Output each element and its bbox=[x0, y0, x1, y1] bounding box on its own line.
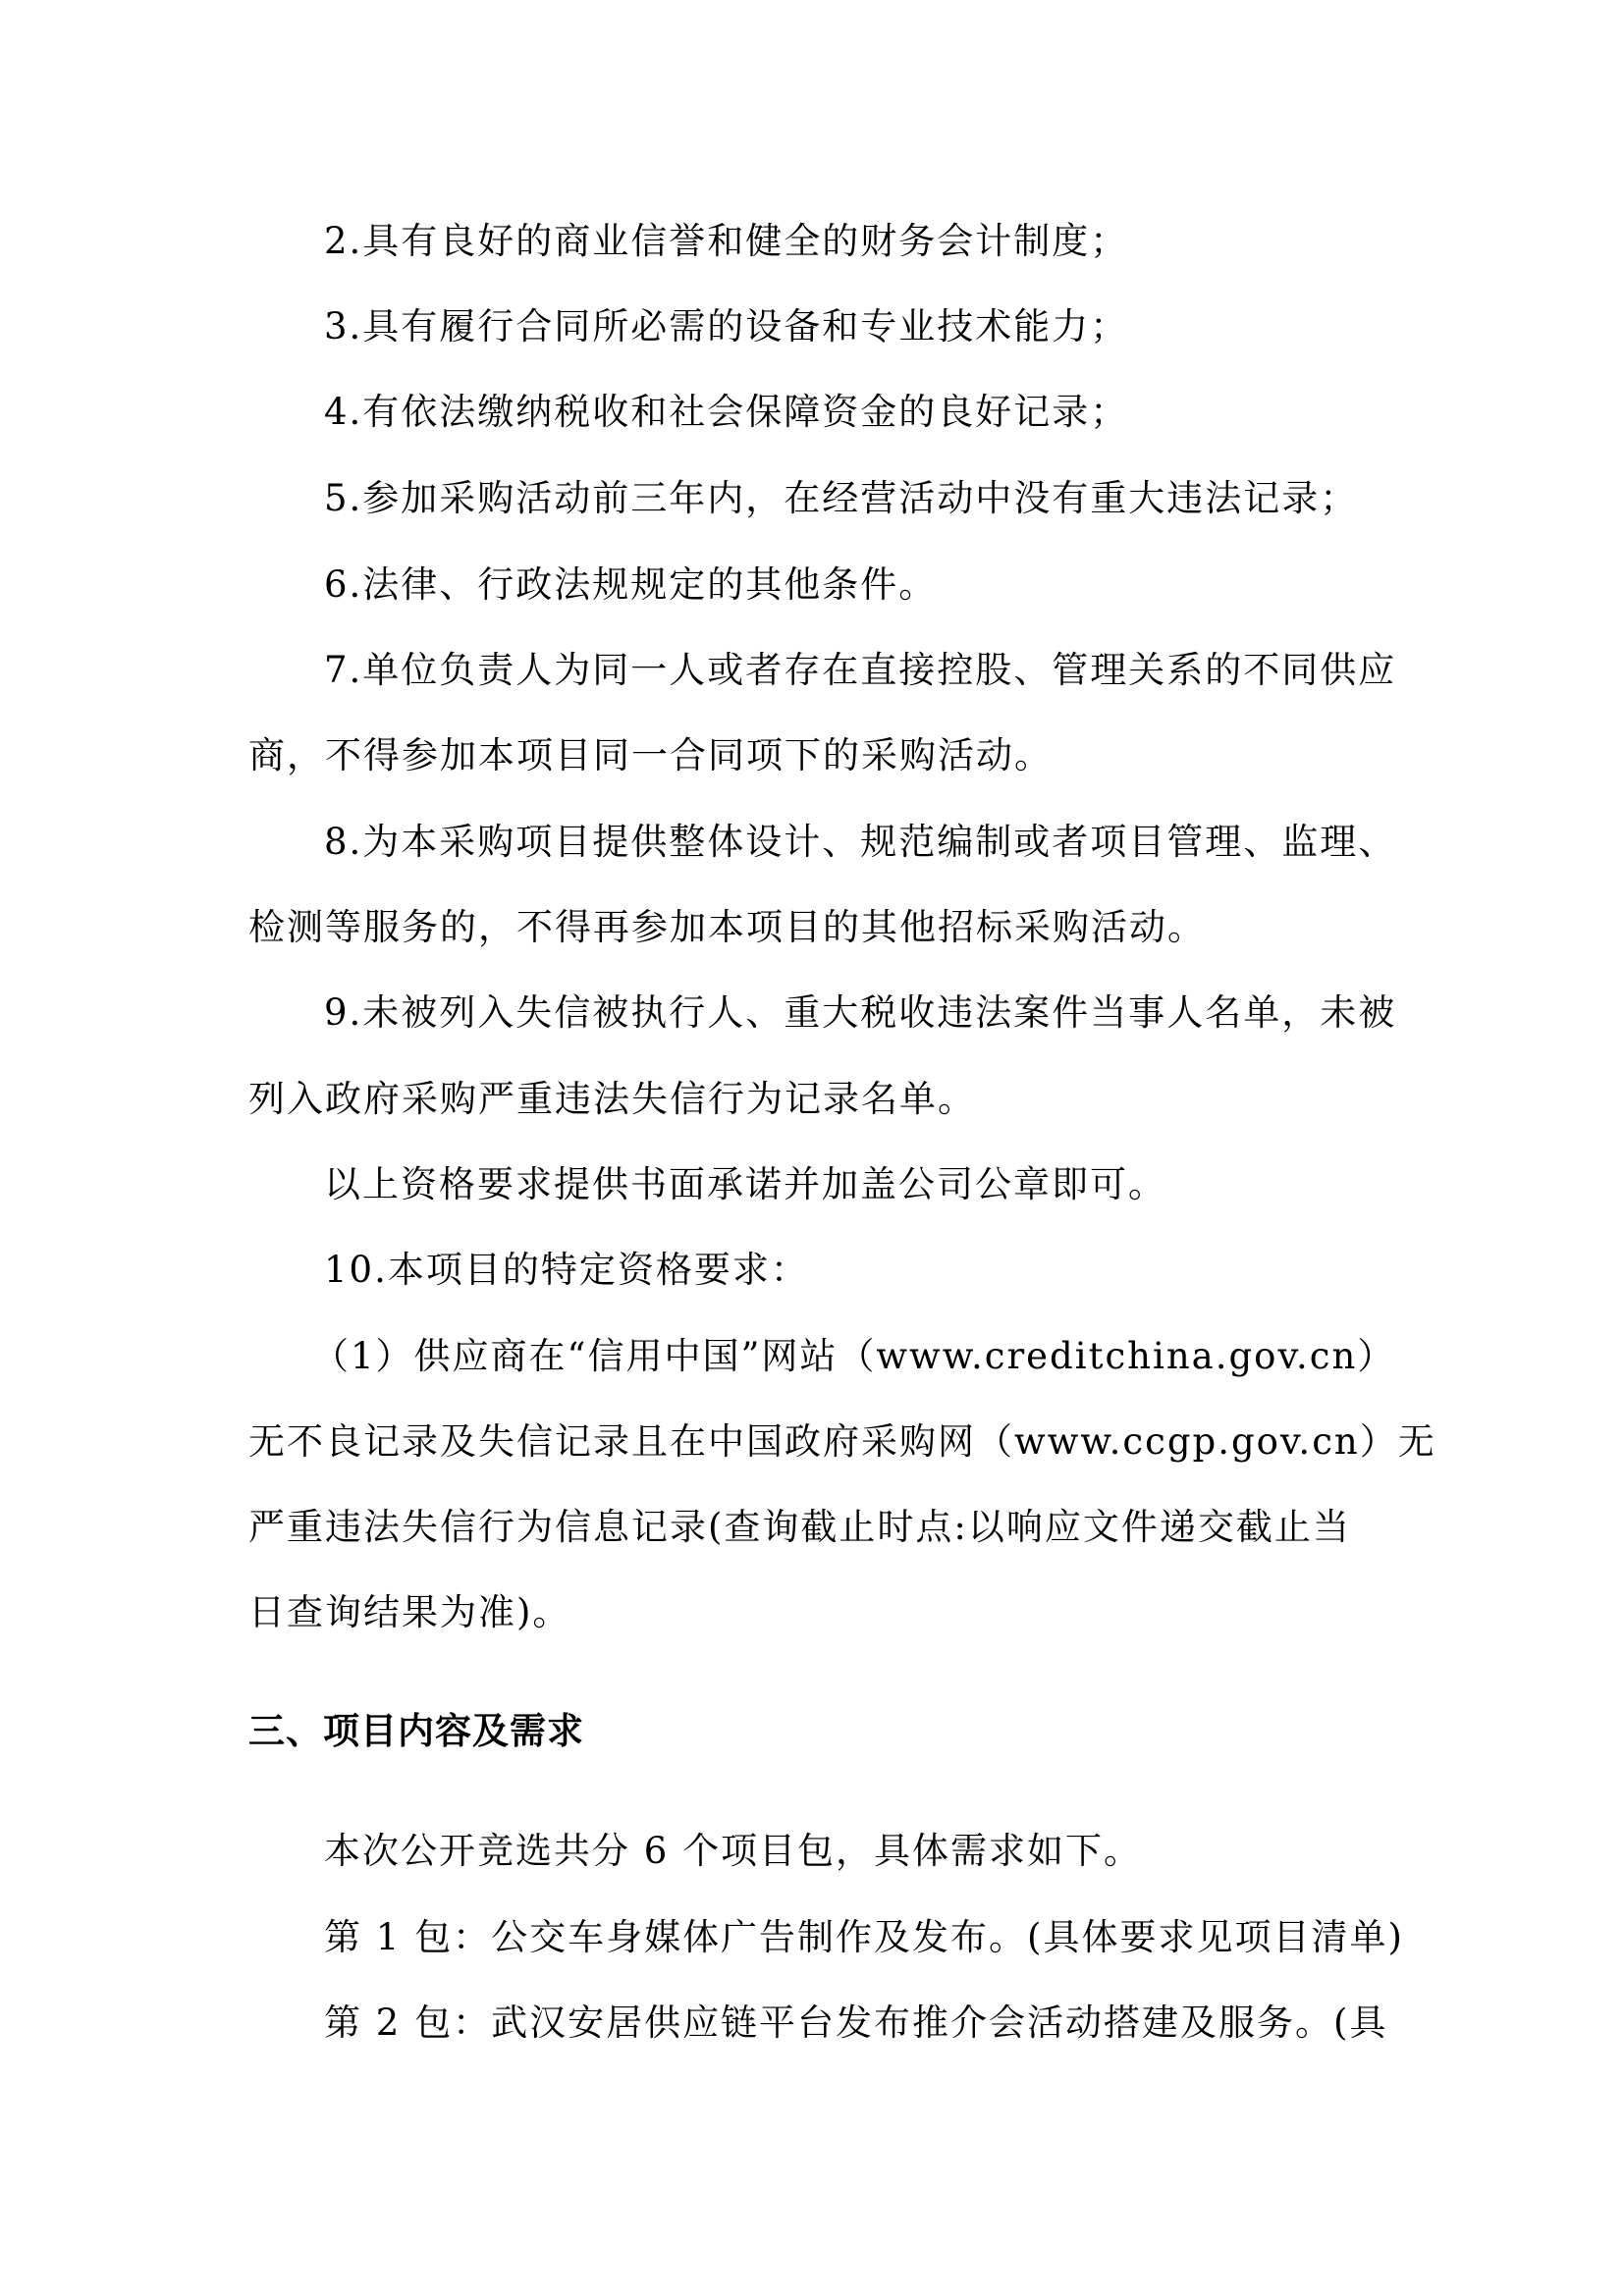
paragraph-line: （1）供应商在“信用中国”网站（www.creditchina.gov.cn） bbox=[312, 1335, 1396, 1377]
paragraph-line: 第 2 包：武汉安居供应链平台发布推介会活动搭建及服务。(具 bbox=[324, 2002, 1388, 2044]
paragraph-line: 无不良记录及失信记录且在中国政府采购网（www.ccgp.gov.cn）无 bbox=[248, 1420, 1436, 1463]
paragraph-line: 第 1 包：公交车身媒体广告制作及发布。(具体要求见项目清单) bbox=[324, 1916, 1404, 1958]
paragraph-line: 10.本项目的特定资格要求： bbox=[324, 1249, 809, 1291]
paragraph-line: 8.为本采购项目提供整体设计、规范编制或者项目管理、监理、 bbox=[324, 821, 1397, 863]
paragraph-line: 7.单位负责人为同一人或者存在直接控股、管理关系的不同供应 bbox=[324, 649, 1397, 691]
paragraph-line: 4.有依法缴纳税收和社会保障资金的良好记录； bbox=[324, 391, 1129, 433]
paragraph-line: 本次公开竞选共分 6 个项目包，具体需求如下。 bbox=[324, 1830, 1143, 1872]
paragraph-line: 列入政府采购严重违法失信行为记录名单。 bbox=[248, 1078, 976, 1120]
paragraph-line: 严重违法失信行为信息记录(查询截止时点:以响应文件递交截止当 bbox=[248, 1506, 1351, 1548]
paragraph-line: 商，不得参加本项目同一合同项下的采购活动。 bbox=[248, 734, 1053, 776]
paragraph-line: 日查询结果为准)。 bbox=[248, 1591, 571, 1633]
paragraph-line: 5.参加采购活动前三年内，在经营活动中没有重大违法记录； bbox=[324, 477, 1359, 519]
paragraph-line: 以上资格要求提供书面承诺并加盖公司公章即可。 bbox=[324, 1163, 1166, 1205]
paragraph-line: 6.法律、行政法规规定的其他条件。 bbox=[324, 563, 938, 606]
section-heading: 三、项目内容及需求 bbox=[248, 1710, 584, 1752]
paragraph-line: 2.具有良好的商业信誉和健全的财务会计制度； bbox=[324, 220, 1129, 262]
paragraph-line: 3.具有履行合同所必需的设备和专业技术能力； bbox=[324, 305, 1129, 347]
paragraph-line: 9.未被列入失信被执行人、重大税收违法案件当事人名单，未被 bbox=[324, 991, 1397, 1034]
paragraph-line: 检测等服务的，不得再参加本项目的其他招标采购活动。 bbox=[248, 906, 1206, 948]
